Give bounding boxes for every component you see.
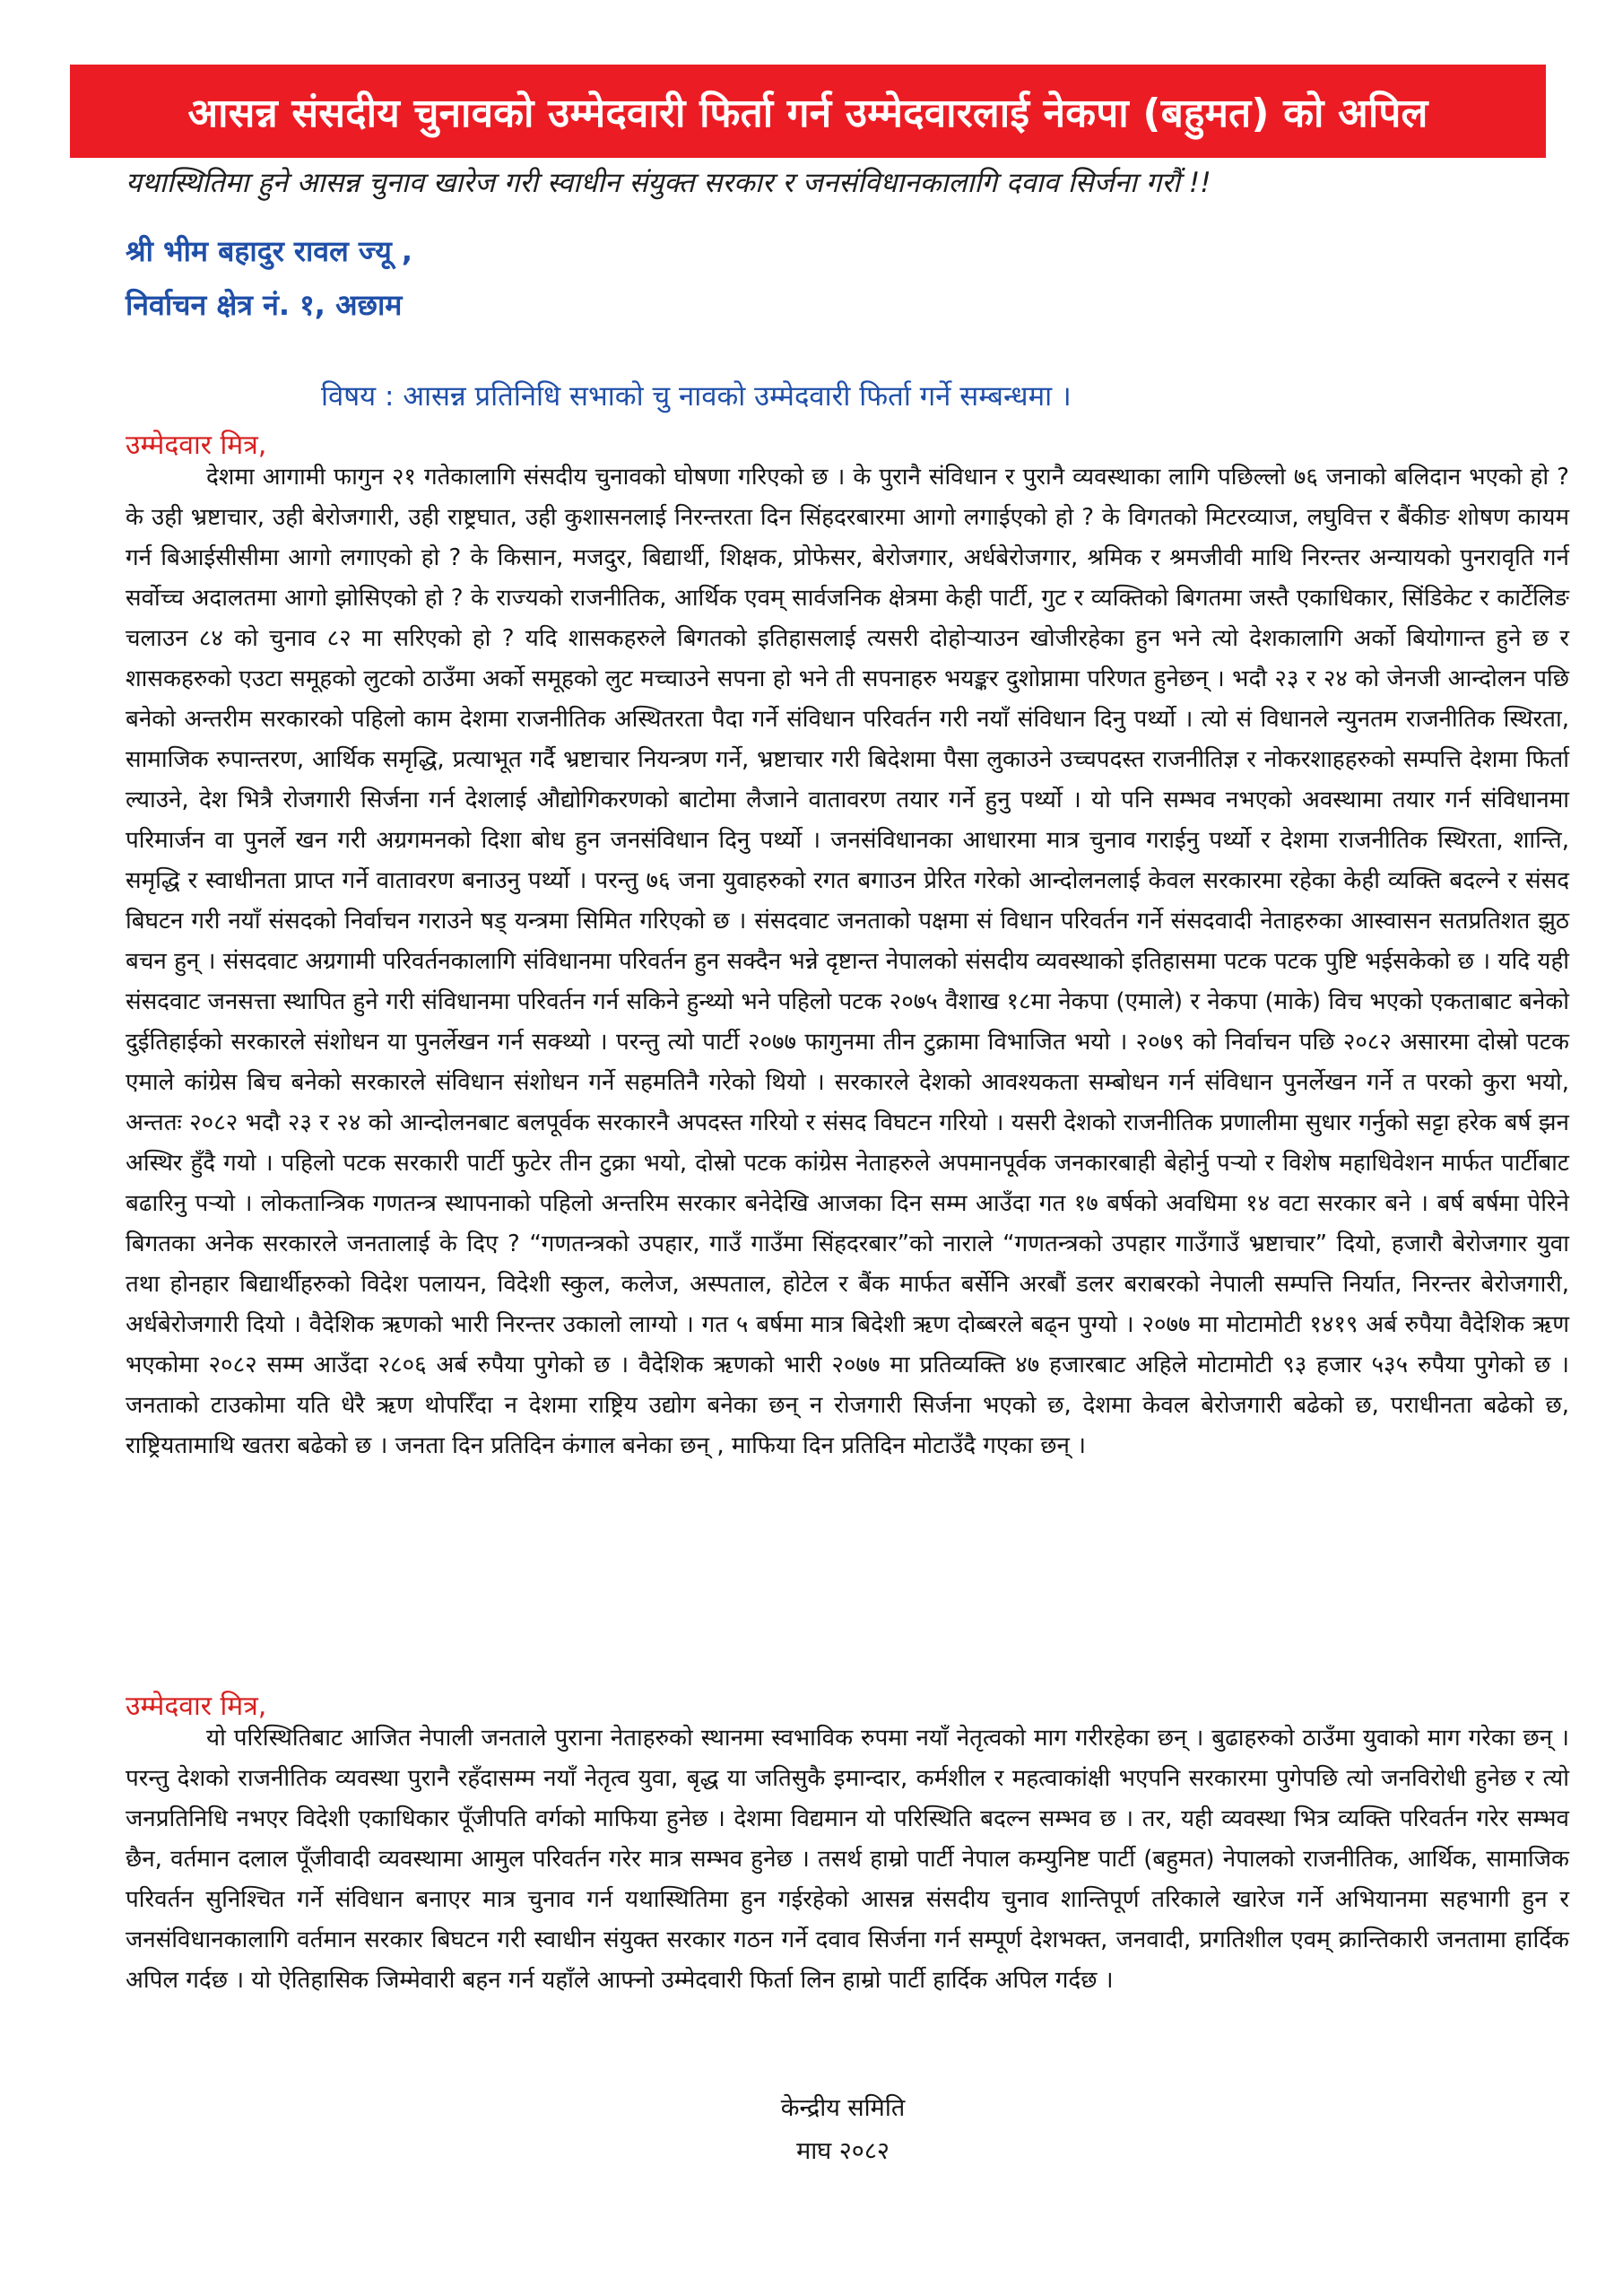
banner-title: आसन्न संसदीय चुनावको उम्मेदवारी फिर्ता गर्न उम्मेदवारलाई नेकपा (बहुमत) को अपिल bbox=[187, 91, 1428, 136]
body-paragraph-1: देशमा आगामी फागुन २१ गतेकालागि संसदीय चुनावको घोषणा गरिएको छ । के पुरानै संविधान र पुरानै व्यवस्थाका लागि पछिल्लो ७६ जनाको बलिदान भएको हो ? के उही भ्रष्टाचार, उही बेरोजगारी, उही राष्ट्रघात, उही कुशासनलाई निरन्तरता दिन सिंहदरबारमा आगो लगाईएको हो ? के विगतको मिटरव्याज, लघुवित्त र बैंकीङ शोषण कायम गर्न बिआईसीसीमा आगो लगाएको हो ? के किसान, मजदुर, बिद्यार्थी, शिक्षक, प्रोफेसर, बेरोजगार, अर्धबेरोजगार, श्रमिक र श्रमजीवी माथि निरन्तर अन्यायको पुनरावृति गर्न सर्वोच्च अदालतमा आगो झोसिएको हो ? के राज्यको राजनीतिक, आर्थिक एवम् सार्वजनिक क्षेत्रमा केही पार्टी, गुट र व्यक्तिको बिगतमा जस्तै एकाधिकार, सिंडिकेट र कार्टेलिङ चलाउन ८४ को चुनाव ८२ मा सरिएको हो ? यदि शासकहरुले बिगतको इतिहासलाई त्यसरी दोहोर्‍याउन खोजीरहेका हुन भने त्यो देशकालागि अर्को बियोगान्त हुने छ र शासकहरुको एउटा समूहको लुटको ठाउँमा अर्को समूहको लुट मच्चाउने सपना हो भने ती सपनाहरु भयङ्कर दुशोप्नामा परिणत हुनेछन् । भदौ २३ र २४ को जेनजी आन्दोलन पछि बनेको अन्तरीम सरकारको पहिलो काम देशमा राजनीतिक अस्थितरता पैदा गर्ने संविधान परिवर्तन गरी नयाँ संविधान दिनु पर्थ्यो । त्यो सं विधानले न्युनतम राजनीतिक स्थिरता, सामाजिक रुपान्तरण, आर्थिक समृद्धि, प्रत्याभूत गर्दै भ्रष्टाचार नियन्त्रण गर्ने, भ्रष्टाचार गरी बिदेशमा पैसा लुकाउने उच्चपदस्त राजनीतिज्ञ र नोकरशाहहरुको सम्पत्ति देशमा फिर्ता ल्याउने, देश भित्रै रोजगारी सिर्जना गर्न देशलाई औद्योगिकरणको बाटोमा लैजाने वातावरण तयार गर्ने हुनु पर्थ्यो । यो पनि सम्भव नभएको अवस्थामा तयार गर्न संविधानमा परिमार्जन वा पुनर्ले खन गरी अग्रगमनको दिशा बोध हुन जनसंविधान दिनु पर्थ्यो । जनसंविधानका आधारमा मात्र चुनाव गराईनु पर्थ्यो र देशमा राजनीतिक स्थिरता, शान्ति, समृद्धि र स्वाधीनता प्राप्त गर्ने वातावरण बनाउनु पर्थ्यो । परन्तु ७६ जना युवाहरुको रगत बगाउन प्रेरित गरेको आन्दोलनलाई केवल सरकारमा रहेका केही व्यक्ति बदल्ने र संसद बिघटन गरी नयाँ संसदको निर्वाचन गराउने षड् यन्त्रमा सिमित गरिएको छ । संसदवाट जनताको पक्षमा सं विधान परिवर्तन गर्ने संसदवादी नेताहरुका आस्वासन सतप्रतिशत झुठ बचन हुन् । संसदवाट अग्रगामी परिवर्तनकालागि संविधानमा परिवर्तन हुन सक्दैन भन्ने दृष्टान्त नेपालको संसदीय व्यवस्थाको इतिहासमा पटक पटक पुष्टि भईसकेको छ । यदि यही संसदवाट जनसत्ता स्थापित हुने गरी संविधानमा परिवर्तन गर्न सकिने हुन्थ्यो भने पहिलो पटक २०७५ वैशाख १८मा नेकपा (एमाले) र नेकपा (माके) विच भएको एकताबाट बनेको दुईतिहाईको सरकारले संशोधन या पुनर्लेखन गर्न सक्थ्यो । परन्तु त्यो पार्टी २०७७ फागुनमा तीन टुक्रामा विभाजित भयो । २०७९ को निर्वाचन पछि २०८२ असारमा दोस्रो पटक एमाले कांग्रेस बिच बनेको सरकारले संविधान संशोधन गर्ने सहमतिनै गरेको थियो । सरकारले देशको आवश्यकता सम्बोधन गर्न संविधान पुनर्लेखन गर्ने त परको कुरा भयो, अन्ततः २०८२ भदौ २३ र २४ को आन्दोलनबाट बलपूर्वक सरकारनै अपदस्त गरियो र संसद विघटन गरियो । यसरी देशको राजनीतिक प्रणालीमा सुधार गर्नुको सट्टा हरेक बर्ष झन अस्थिर हुँदै गयो । पहिलो पटक सरकारी पार्टी फुटेर तीन टुक्रा भयो, दोस्रो पटक कांग्रेस नेताहरुले अपमानपूर्वक जनकारबाही बेहोर्नु पर्‍यो र विशेष महाधिवेशन मार्फत पार्टीबाट बढारिनु पर्‍यो । लोकतान्त्रिक गणतन्त्र स्थापनाको पहिलो अन्तरिम सरकार बनेदेखि आजका दिन सम्म आउँदा गत १७ बर्षको अवधिमा १४ वटा सरकार बने । बर्ष बर्षमा पेरिने बिगतका अनेक सरकारले जनतालाई के दिए ? “गणतन्त्रको उपहार, गाउँ गाउँमा सिंहदरबार”को नाराले “गणतन्त्रको उपहार गाउँगाउँ भ्रष्टाचार” दियो, हजारौ बेरोजगार युवा तथा होनहार बिद्यार्थीहरुको विदेश पलायन, विदेशी स्कुल, कलेज, अस्पताल, होटेल र बैंक मार्फत बर्सेनि अरबौं डलर बराबरको नेपाली सम्पत्ति निर्यात, निरन्तर बेरोजगारी, अर्धबेरोजगारी दियो । वैदेशिक ऋणको भारी निरन्तर उकालो लाग्यो । गत ५ बर्षमा मात्र बिदेशी ऋण दोब्बरले बढ्न पुग्यो । २०७७ मा मोटामोटी १४१९ अर्ब रुपैया वैदेशिक ऋण भएकोमा २०८२ सम्म आउँदा २८०६ अर्ब रुपैया पुगेको छ । वैदेशिक ऋणको भारी २०७७ मा प्रतिव्यक्ति ४७ हजारबाट अहिले मोटामोटी ९३ हजार ५३५ रुपैया पुगेको छ । जनताको टाउकोमा यति धेरै ऋण थोपरिँदा न देशमा राष्ट्रिय उद्योग बनेका छन् न रोजगारी सिर्जना भएको छ, देशमा केवल बेरोजगारी बढेको छ, पराधीनता बढेको छ, राष्ट्रियतामाथि खतरा बढेको छ । जनता दिन प्रतिदिन कंगाल बनेका छन् , माफिया दिन प्रतिदिन मोटाउँदै गएका छन् । bbox=[126, 464, 1569, 1459]
addressee-constituency: निर्वाचन क्षेत्र नं. १, अछाम bbox=[126, 288, 403, 322]
signature-date: माघ २०८२ bbox=[796, 2137, 890, 2165]
salutation-second: उम्मेदवार मित्र, bbox=[126, 1691, 267, 1722]
addressee-name: श्री भीम बहादुर रावल ज्यू , bbox=[126, 234, 413, 268]
tagline: यथास्थितिमा हुने आसन्न चुनाव खारेज गरी स्वाधीन संयुक्त सरकार र जनसंविधानकालागि दवाव सिर्जना गरौं !! bbox=[126, 167, 1211, 199]
title-banner bbox=[70, 65, 1546, 158]
signature-committee: केन्द्रीय समिति bbox=[780, 2094, 906, 2122]
salutation-first: उम्मेदवार मित्र, bbox=[126, 430, 267, 461]
body-paragraph-2: यो परिस्थितिबाट आजित नेपाली जनताले पुराना नेताहरुको स्थानमा स्वभाविक रुपमा नयाँ नेतृत्वको माग गरीरहेका छन् । बुढाहरुको ठाउँमा युवाको माग गरेका छन् । परन्तु देशको राजनीतिक व्यवस्था पुरानै रहँदासम्म नयाँ नेतृत्व युवा, बृद्ध या जतिसुकै इमान्दार, कर्मशील र महत्वाकांक्षी भएपनि सरकारमा पुगेपछि त्यो जनविरोधी हुनेछ र त्यो जनप्रतिनिधि नभएर विदेशी एकाधिकार पूँजीपति वर्गको माफिया हुनेछ । देशमा विद्यमान यो परिस्थिति बदल्न सम्भव छ । तर, यही व्यवस्था भित्र व्यक्ति परिवर्तन गरेर सम्भव छैन, वर्तमान दलाल पूँजीवादी व्यवस्थामा आमुल परिवर्तन गरेर मात्र सम्भव हुनेछ । तसर्थ हाम्रो पार्टी नेपाल कम्युनिष्ट पार्टी (बहुमत) नेपालको राजनीतिक, आर्थिक, सामाजिक परिवर्तन सुनिश्चित गर्ने संविधान बनाएर मात्र चुनाव गर्न यथास्थितिमा हुन गईरहेको आसन्न संसदीय चुनाव शान्तिपूर्ण तरिकाले खारेज गर्ने अभियानमा सहभागी हुन र जनसंविधानकालागि वर्तमान सरकार बिघटन गरी स्वाधीन संयुक्त सरकार गठन गर्ने दवाव सिर्जना गर्न सम्पूर्ण देशभक्त, जनवादी, प्रगतिशील एवम् क्रान्तिकारी जनतामा हार्दिक अपिल गर्दछ । यो ऐतिहासिक जिम्मेवारी बहन गर्न यहाँले आफ्नो उम्मेदवारी फिर्ता लिन हाम्रो पार्टी हार्दिक अपिल गर्दछ । bbox=[126, 1725, 1569, 1994]
subject-line: विषय : आसन्न प्रतिनिधि सभाको चु नावको उम्मेदवारी फिर्ता गर्ने सम्बन्धमा । bbox=[321, 380, 1072, 413]
